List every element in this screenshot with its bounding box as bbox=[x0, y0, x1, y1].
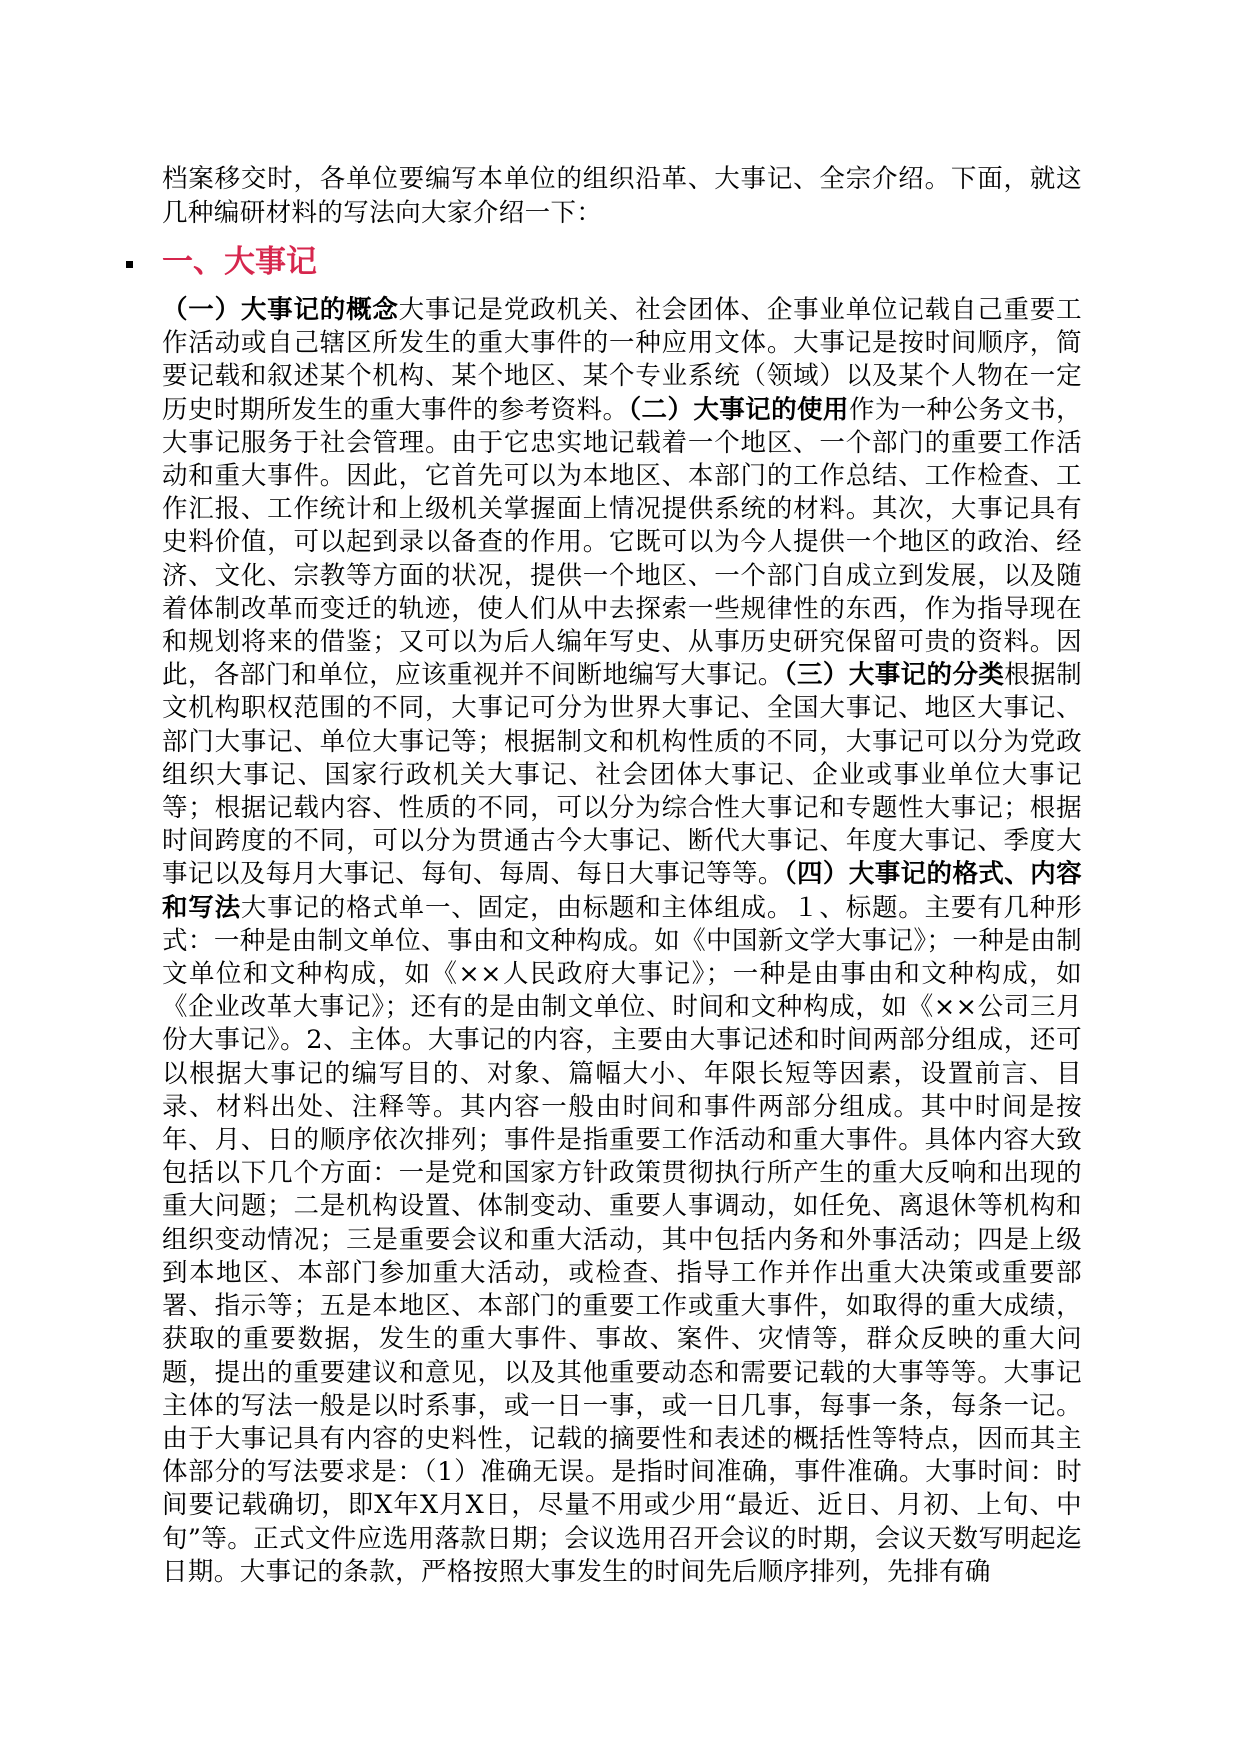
text-classification: 根据制文机构职权范围的不同，大事记可分为世界大事记、全国大事记、地区大事记、部门大事记、单位大事记等；根据制文和机构性质的不同，大事记可以分为党政组织大事记、国家行政机关大事记、社会团体大事记、企业或事业单位大事记等；根据记载内容、性质的不同，可以分为综合性大事记和专题性大事记；根据时间跨度的不同，可以分为贯通古今大事记、断代大事记、年度大事记、季度大事记以及每月大事记、每旬、每周、每日大事记等等。 bbox=[162, 660, 1082, 890]
square-bullet-icon bbox=[126, 261, 133, 268]
section-title: 一、大事记 bbox=[162, 244, 317, 280]
text-concept: 大事记是党政机关、社会团体、企事业单位记载自己重要工作活动或自己辖区所发生的重大事件的一种应用文体。大事记是按时间顺序，简要记载和叙述某个机构、某个地区、某个专业系统（领域）以及某个人物在一定历史时期所发生的重大事件的参考资料。 bbox=[162, 295, 1082, 425]
subheading-usage: （二）大事记的使用 bbox=[628, 394, 849, 425]
subheading-concept: （一）大事记的概念 bbox=[162, 295, 399, 325]
intro-paragraph: 档案移交时，各单位要编写本单位的组织沿革、大事记、全宗介绍。下面，就这几种编研材料的写法向大家介绍一下： bbox=[162, 164, 1082, 228]
text-usage: 作为一种公务文书，大事记服务于社会管理。由于它忠实地记载着一个地区、一个部门的重要工作活动和重大事件。因此，它首先可以为本地区、本部门的工作总结、工作检查、工作汇报、工作统计和上级机关掌握面上情况提供系统的材料。其次，大事记具有史料价值，可以起到录以备查的作用。它既可以为今人提供一个地区的政治、经济、文化、宗教等方面的状况，提供一个地区、一个部门自成立到发展，以及随着体制改革而变迁的轨迹，使人们从中去探索一些规律性的东西，作为指导现在和规划将来的借鉴；又可以为后人编年写史、从事历史研究保留可贵的资料。因此，各部门和单位，应该重视并不间断地编写大事记。 bbox=[162, 394, 1082, 691]
text-format: 大事记的格式单一、固定，由标题和主体组成。１、标题。主要有几种形式：一种是由制文单位、事由和文种构成。如《中国新文学大事记》；一种是由制文单位和文种构成，如《××人民政府大事记》；一种是由事由和文种构成，如《企业改革大事记》；还有的是由制文单位、时间和文种构成，如《××公司三月份大事记》。2、主体。大事记的内容，主要由大事记述和时间两部分组成，还可以根据大事记的编写目的、对象、篇幅大小、年限长短等因素，设置前言、目录、材料出处、注释等。其内容一般由时间和事件两部分组成。其中时间是按年、月、日的顺序依次排列；事件是指重要工作活动和重大事件。具体内容大致包括以下几个方面：一是党和国家方针政策贯彻执行所产生的重大反响和出现的重大问题；二是机构设置、体制变动、重要人事调动，如任免、离退休等机构和组织变动情况；三是重要会议和重大活动，其中包括内务和外事活动；四是上级到本地区、本部门参加重大活动，或检查、指导工作并作出重大决策或重要部署、指示等；五是本地区、本部门的重要工作或重大事件，如取得的重大成绩，获取的重要数据，发生的重大事件、事故、案件、灾情等，群众反映的重大问题，提出的重要建议和意见，以及其他重要动态和需要记载的大事等等。大事记主体的写法一般是以时系事，或一日一事，或一日几事，每事一条，每条一记。由于大事记具有内容的史料性，记载的摘要性和表述的概括性等特点，因而其主体部分的写法要求是：（1）准确无误。是指时间准确，事件准确。大事时间：时间要记载确切，即X年X月X日，尽量不用或少用“最近、近日、月初、上旬、中旬”等。正式文件应选用落款日期；会议选用召开会议的时期，会议天数写明起迄日期。大事记的条款，严格按照大事发生的时间先后顺序排列，先排有确 bbox=[162, 892, 1082, 1587]
subheading-classification: （三）大事记的分类 bbox=[783, 660, 1005, 691]
section-heading-row bbox=[120, 238, 1080, 288]
subheading-format: （四）大事记的格式、内容和写法 bbox=[162, 859, 1082, 923]
body-paragraph bbox=[162, 294, 1082, 1589]
